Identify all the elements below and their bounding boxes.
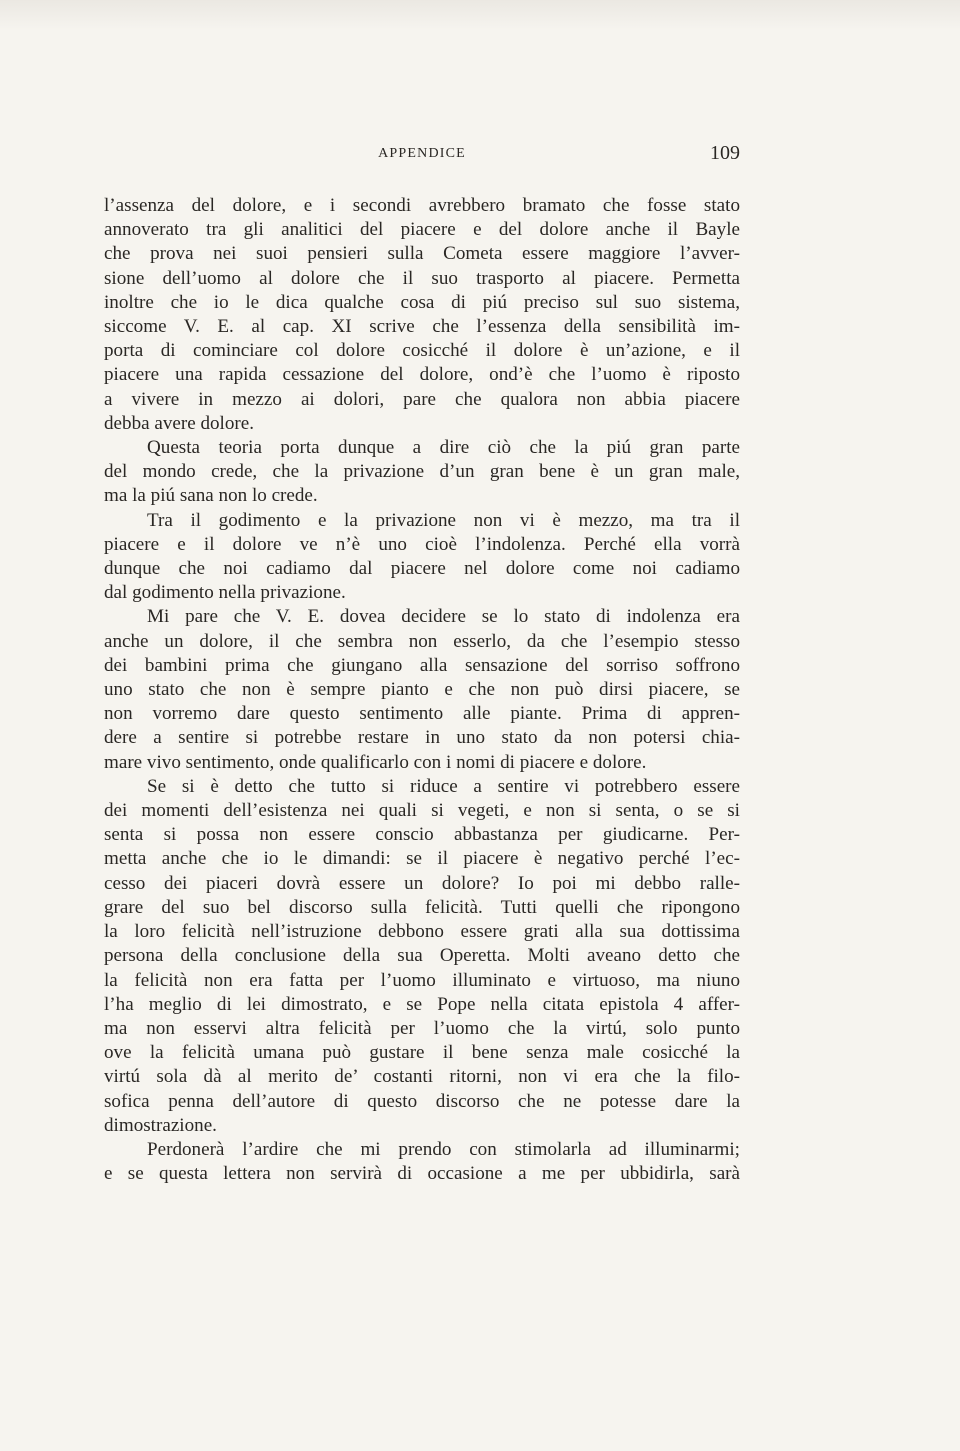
paragraph: [104, 1138, 740, 1186]
text-line: Tra il godimento e la privazione non vi è mezzo, ma tra il: [147, 509, 740, 531]
text-line: dunque che noi cadiamo dal piacere nel dolore come noi cadiamo: [104, 558, 740, 580]
text-line: dei bambini prima che giungano alla sensazione del sorriso soffrono: [104, 654, 740, 676]
text-line: Perdonerà l’ardire che mi prendo con stimolarla ad illuminarmi;: [147, 1138, 740, 1160]
text-line: siccome V. E. al cap. XI scrive che l’essenza della sensibilità im-: [104, 316, 740, 338]
body-text: [104, 194, 740, 1186]
text-line: non vorremo dare questo sentimento alle piante. Prima di appren-: [104, 703, 740, 725]
text-line: inoltre che io le dica qualche cosa di piú preciso sul suo sistema,: [104, 291, 740, 313]
text-line: senta si possa non essere conscio abbastanza per giudicarne. Per-: [104, 824, 740, 846]
text-line: dal godimento nella privazione.: [104, 582, 346, 604]
text-line: persona della conclusione della sua Operetta. Molti aveano detto che: [104, 945, 740, 967]
text-line: a vivere in mezzo ai dolori, pare che qualora non abbia piacere: [104, 388, 740, 410]
text-line: metta anche che io le dimandi: se il piacere è negativo perché l’ec-: [104, 848, 740, 870]
text-line: uno stato che non è sempre pianto e che non può dirsi piacere, se: [104, 679, 740, 701]
text-line: porta di cominciare col dolore cosicché il dolore è un’azione, e il: [104, 340, 740, 362]
paragraph: [104, 775, 740, 1138]
text-line: grare del suo bel discorso sulla felicità. Tutti quelli che ripongono: [104, 896, 740, 918]
text-line: ma non esservi altra felicità per l’uomo che la virtú, solo punto: [104, 1017, 740, 1039]
page-number: 109: [710, 142, 740, 164]
text-line: l’assenza del dolore, e i secondi avrebbero bramato che fosse stato: [104, 195, 740, 216]
text-line: l’ha meglio di lei dimostrato, e se Pope nella citata epistola 4 affer-: [104, 993, 740, 1015]
text-line: che prova nei suoi pensieri sulla Cometa essere maggiore l’avver-: [104, 243, 740, 265]
text-line: Mi pare che V. E. dovea decidere se lo stato di indolenza era: [147, 606, 740, 628]
text-line: debba avere dolore.: [104, 412, 255, 434]
text-line: e se questa lettera non servirà di occasione a me per ubbidirla, sarà: [104, 1163, 740, 1185]
text-line: dei momenti dell’esistenza nei quali si vegeti, e non si senta, o se si: [104, 800, 740, 822]
text-line: Questa teoria porta dunque a dire ciò che la piú gran parte: [147, 437, 740, 459]
paragraph: [104, 509, 740, 606]
text-line: sofica penna dell’autore di questo discorso che ne potesse dare la: [104, 1090, 740, 1112]
running-head: [104, 142, 740, 170]
paragraph: [104, 605, 740, 774]
text-line: sione dell’uomo al dolore che il suo trasporto al piacere. Permetta: [104, 267, 740, 289]
page-edge-shadow: [0, 0, 960, 30]
text-line: anche un dolore, il che sembra non esserlo, da che l’esempio stesso: [104, 630, 740, 652]
text-line: ma la piú sana non lo crede.: [104, 485, 318, 507]
text-line: virtú sola dà al merito de’ costanti ritorni, non vi era che la filo-: [104, 1066, 740, 1088]
running-title: APPENDICE: [378, 146, 466, 161]
text-line: annoverato tra gli analitici del piacere e del dolore anche il Bayle: [104, 219, 740, 241]
paragraph: [104, 194, 740, 436]
text-line: cesso dei piaceri dovrà essere un dolore? Io poi mi debbo ralle-: [104, 872, 740, 894]
text-line: dimostrazione.: [104, 1114, 217, 1136]
text-line: dere a sentire si potrebbe restare in uno stato da non potersi chia-: [104, 727, 740, 749]
text-line: la felicità non era fatta per l’uomo illuminato e virtuoso, ma niuno: [104, 969, 740, 991]
text-line: piacere e il dolore ve n’è uno cioè l’indolenza. Perché ella vorrà: [104, 533, 740, 555]
text-line: piacere una rapida cessazione del dolore, ond’è che l’uomo è riposto: [104, 364, 740, 386]
text-line: mare vivo sentimento, onde qualificarlo con i nomi di piacere e dolore.: [104, 751, 647, 773]
text-line: Se si è detto che tutto si riduce a sentire vi potrebbero essere: [147, 775, 740, 797]
text-line: la loro felicità nell’istruzione debbono essere grati alla sua dottissima: [104, 921, 740, 943]
text-line: ove la felicità umana può gustare il bene senza male cosicché la: [104, 1042, 740, 1064]
paragraph: [104, 436, 740, 509]
text-line: del mondo crede, che la privazione d’un gran bene è un gran male,: [104, 461, 740, 483]
